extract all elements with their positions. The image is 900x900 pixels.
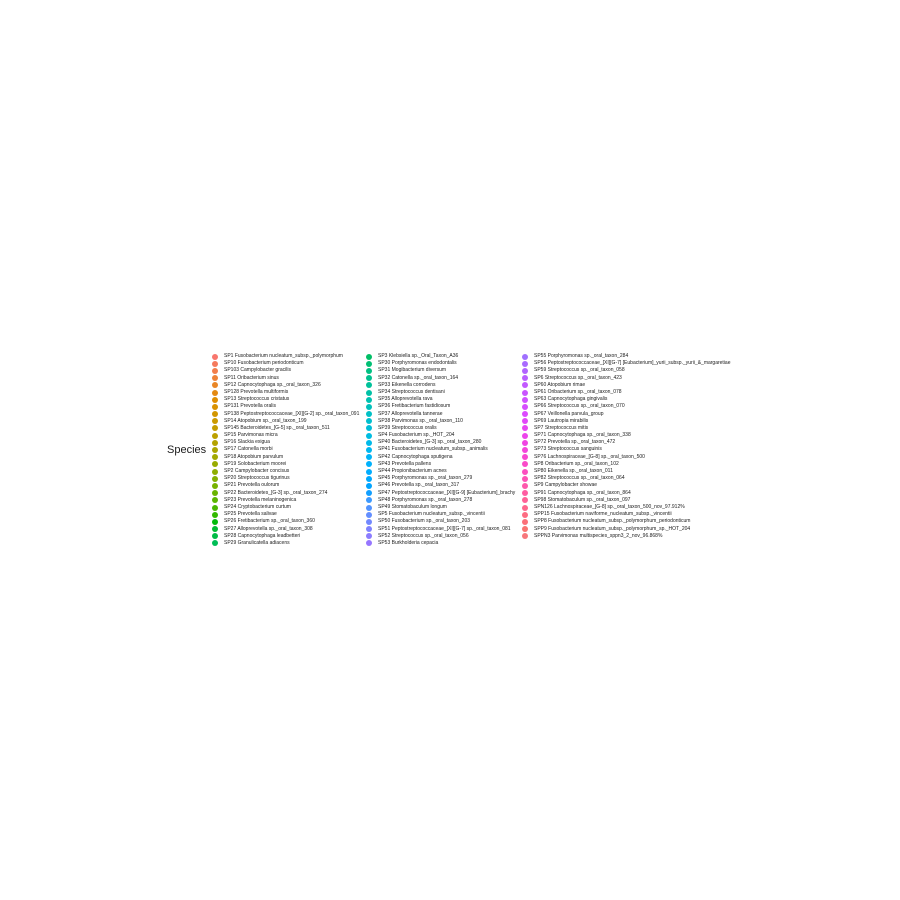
legend-key-point [522,382,528,388]
legend-key-point [366,540,372,546]
legend-label: SP10 Fusobacterium periodonticum [224,360,304,367]
legend-key-point [212,519,218,525]
legend-key-point [366,375,372,381]
legend-key-point [366,505,372,511]
legend-label: SP50 Fusobacterium sp._oral_taxon_203 [378,518,471,525]
legend-key-point [366,483,372,489]
legend-key-point [212,440,218,446]
legend-label: SP91 Capnocytophaga sp._oral_taxon_864 [534,489,631,496]
legend-label: SP55 Porphyromonas sp._oral_taxon_284 [534,353,629,359]
legend-label: SP63 Capnocytophaga gingivalis [534,396,608,403]
legend-key-point [522,411,528,417]
legend-label: SP35 Alloprevotella rava [378,396,433,403]
legend-label: SP67 Veillonella parvula_group [534,410,604,417]
legend-key-point [366,454,372,460]
legend-label: SP21 Prevotella oulorum [224,482,280,489]
legend-key-point [366,433,372,439]
legend-key-point [366,411,372,417]
legend-key-point [366,461,372,467]
legend-label: SP82 Streptococcus sp._oral_taxon_064 [534,475,625,482]
legend-key-point [366,512,372,518]
legend-key-point [212,382,218,388]
legend-label: SPP8 Fusobacterium nucleatum_subsp._polymorphum_periodonticum [534,518,691,525]
legend-label: SP15 Parvimonas micra [224,432,278,439]
legend-key-point [366,390,372,396]
legend-key-point [522,519,528,525]
legend-label: SP25 Prevotella salivae [224,511,277,518]
legend-key-point [366,469,372,475]
legend-label: SPP9 Fusobacterium nucleatum_subsp._polymorphum_sp._HOT_204 [534,525,691,532]
legend-key-point [366,476,372,482]
legend-key-point [212,404,218,410]
legend-label: SP16 Slackia exigua [224,439,270,446]
legend-key-point [522,454,528,460]
legend-title: Species [167,444,207,456]
legend-key-point [366,368,372,374]
legend-label: SP20 Streptococcus tigurinus [224,475,290,482]
legend-key-point [212,526,218,532]
legend-label: SP2 Campylobacter concisus [224,468,290,474]
legend-key-point [366,425,372,431]
legend-label: SP53 Burkholderia cepacia [378,539,439,546]
legend-label: SP30 Porphyromonas endodontalis [378,360,457,367]
legend-label: SP26 Fretibacterium sp._oral_taxon_360 [224,518,315,525]
legend-label: SP56 Peptostreptococcaceae_[XI][G-7] [Eubacterium]_yurii_subsp._yurii_&_margaretiae [534,360,731,367]
legend-key-point [212,483,218,489]
legend-label: SP42 Capnocytophaga sputigena [378,453,453,460]
legend-label: SP11 Oribacterium sinus [224,374,279,381]
legend-label: SP9 Campylobacter showae [534,482,598,489]
legend-key-point [366,490,372,496]
legend-label: SP13 Streptococcus cristatus [224,396,290,403]
legend-label: SP103 Campylobacter gracilis [224,367,291,374]
legend-key-point [366,497,372,503]
legend-key-point [522,469,528,475]
legend-label: SP24 Cryptobacterium curtum [224,503,291,510]
legend-label: SP48 Porphyromonas sp._oral_taxon_278 [378,496,473,503]
legend-label: SP47 Peptostreptococcaceae_[XI][G-9] [Eubacterium]_brachy [378,489,516,496]
legend-key-point [522,483,528,489]
legend-label: SP40 Bacteroidetes_[G-3] sp._oral_taxon_280 [378,439,482,446]
legend-key-point [522,433,528,439]
legend-label: SPN126 Lachnospiraceae_[G-8] sp._oral_taxon_500_nov_97.912% [534,503,685,510]
legend-label: SP80 Eikenella sp._oral_taxon_011 [534,468,613,474]
legend-label: SP138 Peptostreptococcaceae_[XI][G-2] sp._oral_taxon_091 [224,410,360,417]
legend-label: SP27 Alloprevotella sp._oral_taxon_308 [224,525,313,532]
legend-label: SP3 Klebsiella sp._Oral_Taxon_A36 [378,353,459,359]
legend-key-point [366,447,372,453]
legend-key-point [212,411,218,417]
legend-label: SP36 Fretibacterium fastidiosum [378,403,451,410]
legend-label: SP71 Capnocytophaga sp._oral_taxon_338 [534,432,631,439]
legend-label: SP5 Fusobacterium nucleatum_subsp._vincentii [378,511,485,518]
legend-key-point [522,397,528,403]
legend-label: SP52 Streptococcus sp._oral_taxon_056 [378,532,469,539]
legend-key-point [366,440,372,446]
legend-key-point [522,425,528,431]
legend-label: SP14 Atopobium sp._oral_taxon_199 [224,417,307,424]
legend-label: SP69 Lautropia mirabilis [534,417,589,424]
legend-label: SP131 Prevotella oralis [224,403,276,410]
legend-label: SP72 Prevotella sp._oral_taxon_472 [534,439,616,446]
legend-key-point [366,354,372,360]
legend-key-point [366,382,372,388]
legend-key-point [522,476,528,482]
legend-label: SP32 Catonella sp._oral_taxon_164 [378,374,459,381]
legend-label: SP6 Streptococcus sp._oral_taxon_423 [534,374,622,381]
legend-label: SP73 Streptococcus sanguinis [534,446,602,453]
legend-key-point [212,447,218,453]
legend-label: SP66 Streptococcus sp._oral_taxon_070 [534,403,625,410]
legend-label: SP98 Stomatobaculum sp._oral_taxon_097 [534,496,631,503]
legend-label: SP22 Bacteroidetes_[G-3] sp._oral_taxon_274 [224,489,328,496]
legend-label: SP17 Catonella morbi [224,446,273,453]
legend-key-point [366,526,372,532]
legend-key-point [522,418,528,424]
legend-label: SPPN3 Parvimonas multispecies_sppn3_2_nov_96.868% [534,532,663,539]
legend-label: SP29 Granulicatella adiacens [224,539,290,546]
legend-label: SP19 Solobacterium moorei [224,460,287,467]
legend-key-point [212,490,218,496]
legend-key-point [522,440,528,446]
legend-label: SP12 Capnocytophaga sp._oral_taxon_326 [224,381,321,388]
legend-label: SP51 Peptostreptococcaceae_[XI][G-7] sp._oral_taxon_081 [378,525,511,532]
legend-label: SPP15 Fusobacterium naviforme_nucleatum_subsp._vincentii [534,511,672,518]
legend-key-point [212,512,218,518]
legend-key-point [522,526,528,532]
legend-key-point [212,497,218,503]
legend-label: SP44 Propionibacterium acnes [378,468,447,474]
legend-key-point [212,469,218,475]
legend-key-point [212,361,218,367]
legend-label: SP37 Alloprevotella tannerae [378,410,443,417]
legend-key-point [212,433,218,439]
legend-key-point [522,461,528,467]
legend-label: SP34 Streptococcus dentisani [378,388,445,395]
legend-key-point [366,361,372,367]
legend-label: SP28 Capnocytophaga leadbetteri [224,532,301,539]
legend-key-point [366,418,372,424]
legend-label: SP38 Parvimonas sp._oral_taxon_110 [378,417,463,424]
legend-label: SP4 Fusobacterium sp._HOT_204 [378,432,455,439]
legend-key-point [212,368,218,374]
legend-label: SP31 Mogibacterium diversum [378,367,447,374]
legend-key-point [212,397,218,403]
legend-key-point [212,461,218,467]
legend-label: SP59 Streptococcus sp._oral_taxon_058 [534,367,625,374]
legend-key-point [522,354,528,360]
legend-key-point [522,361,528,367]
legend-label: SP61 Oribacterium sp._oral_taxon_078 [534,388,622,395]
legend-key-point [522,490,528,496]
legend-key-point [522,404,528,410]
legend-key-point [212,375,218,381]
legend-key-point [212,533,218,539]
legend-key-point [212,476,218,482]
legend-key-point [366,519,372,525]
legend-key-point [522,368,528,374]
legend-label: SP128 Prevotella multiformis [224,388,289,395]
legend-label: SP39 Streptococcus oralis [378,424,437,431]
legend-key-point [212,390,218,396]
legend-key-point [522,375,528,381]
legend-key-point [212,505,218,511]
legend-key-point [522,512,528,518]
legend-label: SP145 Bacteroidetes_[G-5] sp._oral_taxon_511 [224,424,330,431]
legend-label: SP49 Stomatobaculum longum [378,503,447,510]
legend-key-point [522,447,528,453]
legend-key-point [366,533,372,539]
legend-label: SP60 Atopobium rimae [534,381,586,388]
legend-label: SP18 Atopobium parvulum [224,453,284,460]
legend-label: SP1 Fusobacterium nucleatum_subsp._polymorphum [224,353,343,359]
legend-key-point [522,390,528,396]
legend-key-point [522,505,528,511]
legend-label: SP45 Porphyromonas sp._oral_taxon_279 [378,475,473,482]
legend-label: SP33 Eikenella corrodens [378,381,436,388]
legend-key-point [212,540,218,546]
legend-label: SP8 Oribacterium sp._oral_taxon_102 [534,460,619,467]
legend-key-point [212,354,218,360]
legend-key-point [212,418,218,424]
legend-label: SP7 Streptococcus mitis [534,424,589,431]
legend-key-point [366,404,372,410]
legend-key-point [522,497,528,503]
legend-key-point [212,425,218,431]
legend-label: SP23 Prevotella melaninogenica [224,496,297,503]
legend-label: SP76 Lachnospiraceae_[G-8] sp._oral_taxon_500 [534,453,645,460]
legend-label: SP41 Fusobacterium nucleatum_subsp._animalis [378,446,488,453]
legend-key-point [212,454,218,460]
legend-label: SP43 Prevotella pallens [378,460,432,467]
legend-key-point [522,533,528,539]
legend-label: SP46 Prevotella sp._oral_taxon_317 [378,482,460,489]
legend-key-point [366,397,372,403]
